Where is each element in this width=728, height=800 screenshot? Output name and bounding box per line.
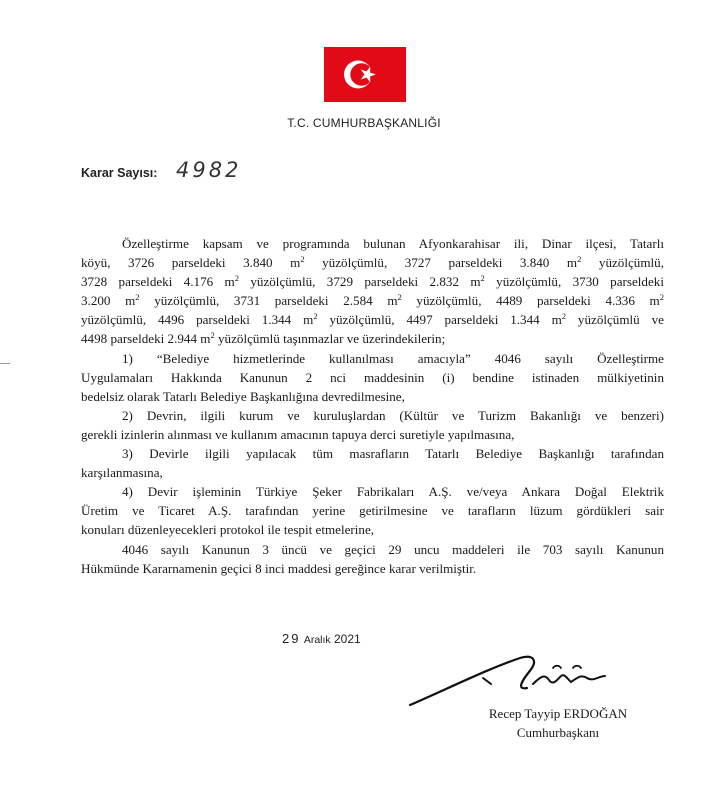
item-2-line: gerekli izinlerin alınması ve kullanım amacının tapuya derci suretiyle yapılmasına, [81,426,515,442]
margin-mark [0,363,10,364]
signer-block [478,704,638,742]
decision-number: 4982 [176,158,242,182]
signer-name: Recep Tayyip ERDOĞAN [488,706,628,721]
date-year: 2021 [334,632,361,646]
item-1-line: 1) “Belediye hizmetlerinde kullanılması amacıyla” 4046 sayılı Özelleştirme [122,350,664,366]
paragraph-line: 3.200 $m^2$ yüzölçümlü, 3731 parseldeki 2.584 $m^2$ yüzölçümlü, 4489 parseldeki 4.336 $m^2$ [81,292,664,309]
item-1-line: Uygulamaları Hakkında Kanunun 2 nci maddesinin (i) bendine istinaden mülkiyetinin [81,369,664,385]
item-4-line: konuları düzenleyecekleri protokol ile tespit etmelerine, [81,522,375,538]
item-4-line: 4) Devir işleminin Türkiye Şeker Fabrikaları A.Ş. ve/veya Ankara Doğal Elektrik [122,484,664,500]
paragraph-line: köyü, 3726 parseldeki 3.840 $m^2$ yüzölçümlü, 3727 parseldeki 3.840 $m^2$ yüzölçümlü, [81,254,664,271]
institution-title: T.C. CUMHURBAŞKANLIĞI [287,116,441,130]
closing-line: Hükmünde Kararnamenin geçici 8 inci maddesi gereğince karar verilmiştir. [81,560,477,576]
item-4-line: Üretim ve Ticaret A.Ş. tarafından yerine getirilmesine ve tarafların lüzum gördükleri sair [81,503,664,519]
signer-title: Cumhurbaşkanı [516,725,600,740]
paragraph-line: yüzölçümlü, 4496 parseldeki 1.344 $m^2$ yüzölçümlü, 4497 parseldeki 1.344 $m^2$ yüzölçümlü ve [81,311,664,328]
paragraph-line: 3728 parseldeki 4.176 $m^2$ yüzölçümlü, 3729 parseldeki 2.832 $m^2$ yüzölçümlü, 3730 parseldeki [81,273,664,290]
paragraph-line: 4498 parseldeki 2.944 $m^2$ yüzölçümlü taşınmazlar ve üzerindekilerin; [81,330,446,347]
decision-label: Karar Sayısı: [81,166,158,180]
closing-line: 4046 sayılı Kanunun 3 üncü ve geçici 29 uncu maddeleri ile 703 sayılı Kanunun [122,541,664,557]
item-3-line: karşılanmasına, [81,465,163,481]
date-month: Aralık [303,634,331,646]
decree-date [282,631,361,646]
paragraph-line: Özelleştirme kapsam ve programında bulunan Afyonkarahisar ili, Dinar ilçesi, Tatarlı [122,236,664,251]
item-2-line: 2) Devrin, ilgili kurum ve kuruluşlardan (Kültür ve Turizm Bakanlığı ve benzeri) [122,407,664,423]
item-3-line: 3) Devirle ilgili yapılacak tüm masrafların Tatarlı Belediye Başkanlığı tarafından [122,446,664,462]
item-1-line: bedelsiz olarak Tatarlı Belediye Başkanlığına devredilmesine, [81,388,405,404]
turkish-flag-emblem [324,47,406,102]
date-day: 29 [282,631,301,646]
decree-body [81,234,664,578]
